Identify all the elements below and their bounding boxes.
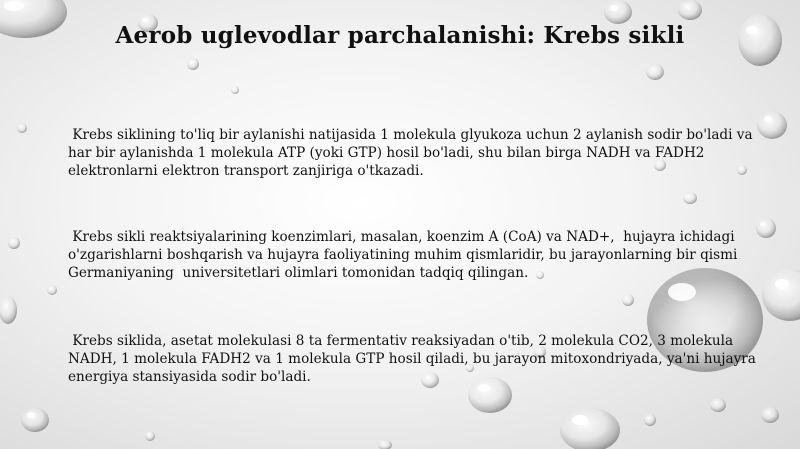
droplet	[560, 408, 620, 449]
droplet	[47, 285, 57, 295]
droplet	[21, 408, 49, 432]
droplet	[187, 58, 199, 70]
droplet	[761, 407, 779, 423]
droplet	[231, 86, 239, 94]
droplet	[0, 296, 17, 324]
droplet	[678, 0, 702, 20]
droplet	[622, 294, 634, 306]
droplet	[604, 0, 632, 24]
droplet	[683, 192, 697, 204]
paragraph-krebs-products: Krebs siklida, asetat molekulasi 8 ta fermentativ reaksiyadan o'tib, 2 molekula CO2, 3 molekula NADH, 1 molekula FADH2 va 1 molekula GTP hosil qiladi, bu jarayon mitoxondriyada, ya'ni hujayra energiya stansiyasida sodir bo'ladi.	[68, 333, 761, 385]
droplet	[646, 64, 664, 80]
droplet	[378, 440, 392, 449]
droplet	[644, 414, 656, 426]
paragraph-krebs-coenzymes: Krebs sikli reaktsiyalarining koenzimlari, masalan, koenzim A (CoA) va NAD+, hujayra ichidagi o'zgarishlarni boshqarish va hujayra faoliyatining muhim qismlaridir, bu jarayonlarning bir qismi Germaniyaning universitetlari olimlari tomonidan tadqiq qilingan.	[68, 229, 742, 281]
droplet	[710, 398, 726, 412]
droplet	[17, 123, 27, 133]
paragraph-krebs-cycle-turns: Krebs siklining to'liq bir aylanishi natijasida 1 molekula glyukoza uchun 2 aylanish sodir bo'ladi va har bir aylanishda 1 molekula ATP (yoki GTP) hosil bo'ladi, shu bilan birga NADH va FADH2 elektronlarni elektron transport zanjiriga o'tkazadi.	[68, 127, 757, 179]
droplet	[145, 431, 155, 441]
droplet	[8, 237, 20, 249]
slide-title: Aerob uglevodlar parchalanishi: Krebs sikli	[115, 22, 685, 49]
